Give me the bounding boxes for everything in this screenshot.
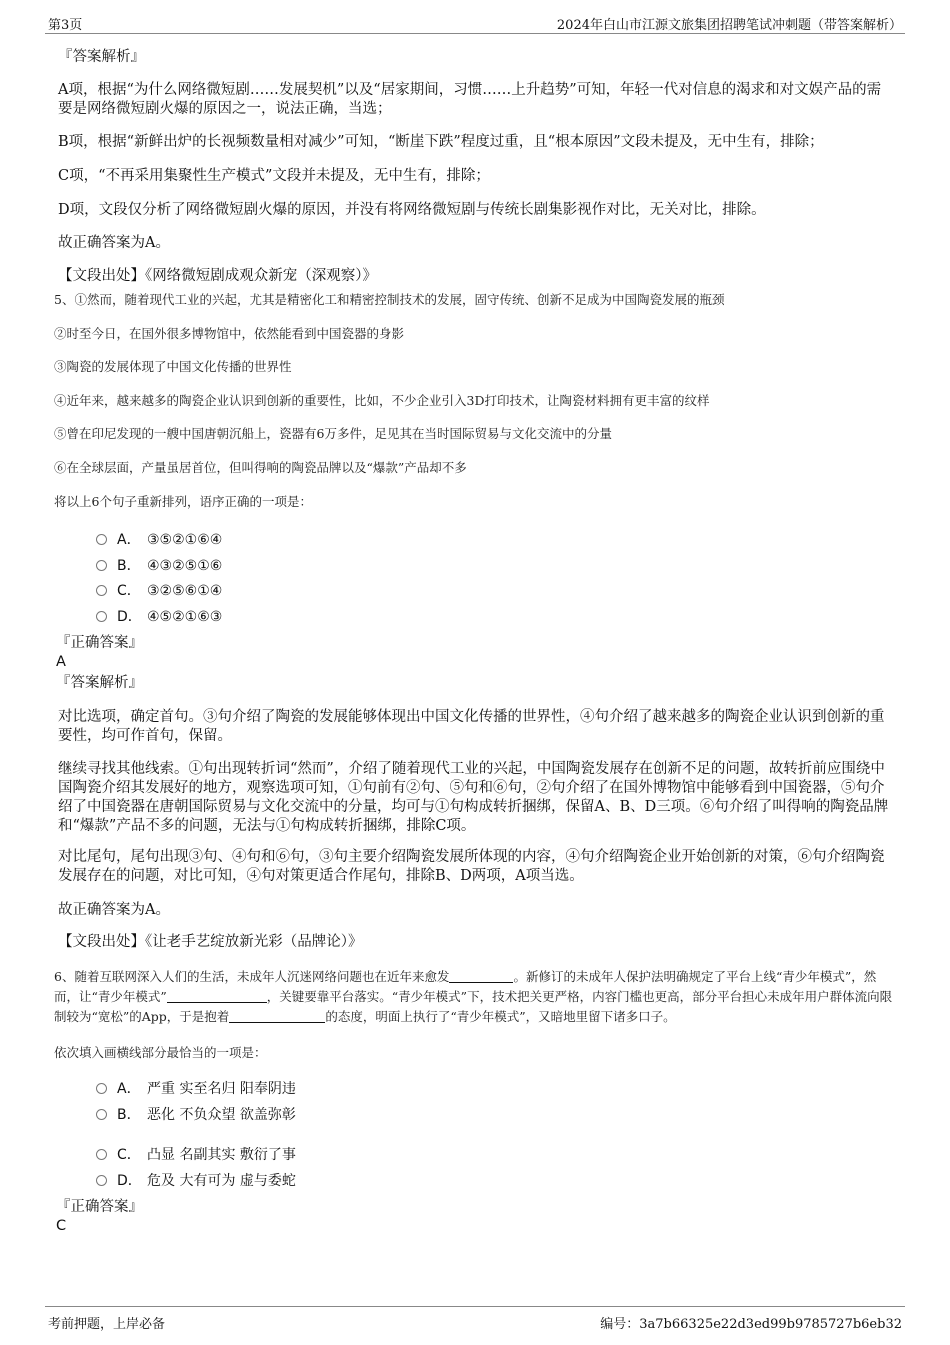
q5-sentence-5: ⑤曾在印尼发现的一艘中国唐朝沉船上，瓷器有6万多件，足见其在当时国际贸易与文化交流中的分量 xyxy=(54,426,612,441)
footer-slogan: 考前押题，上岸必备 xyxy=(48,1317,166,1332)
analysis-option-d: D项，文段仅分析了网络微短剧火爆的原因，并没有将网络微短剧与传统长剧集影视作对比，无关对比，排除。 xyxy=(58,202,766,218)
correct-answer: C xyxy=(56,1218,67,1234)
radio-icon[interactable] xyxy=(96,1149,107,1160)
q5-option-a[interactable]: A． ③⑤②①⑥④ xyxy=(96,529,222,549)
q6-option-c[interactable]: C． 凸显 名副其实 敷衍了事 xyxy=(96,1144,296,1164)
analysis-option-c: C项，“不再采用集聚性生产模式”文段并未提及，无中生有，排除； xyxy=(58,168,490,184)
header-divider xyxy=(45,33,905,34)
radio-icon[interactable] xyxy=(96,1083,107,1094)
q5-option-c[interactable]: C． ③②⑤⑥①④ xyxy=(96,580,222,600)
analysis-label: 『答案解析』 xyxy=(58,49,145,65)
q6-option-a[interactable]: A． 严重 实至名归 阳奉阴违 xyxy=(96,1078,296,1098)
correct-answer-label: 『正确答案』 xyxy=(56,1199,143,1215)
q5-prompt: 将以上6个句子重新排列，语序正确的一项是： xyxy=(54,494,312,509)
q5-sentence-1: 5、①然而，随着现代工业的兴起，尤其是精密化工和精密控制技术的发展，固守传统、创新不足成为中国陶瓷发展的瓶颈 xyxy=(54,292,725,307)
document-title: 2024年白山市江源文旅集团招聘笔试冲刺题（带答案解析） xyxy=(556,18,902,33)
analysis-option-a: A项，根据“为什么网络微短剧……发展契机”以及“居家期间，习惯……上升趋势”可知，年轻一代对信息的渴求和对文娱产品的需要是网络微短剧火爆的原因之一，说法正确，当选； xyxy=(58,82,882,117)
radio-icon[interactable] xyxy=(96,560,107,571)
radio-icon[interactable] xyxy=(96,585,107,596)
q6-prompt: 依次填入画横线部分最恰当的一项是： xyxy=(54,1045,267,1060)
radio-icon[interactable] xyxy=(96,1175,107,1186)
radio-icon[interactable] xyxy=(96,611,107,622)
q5-sentence-2: ②时至今日，在国外很多博物馆中，依然能看到中国瓷器的身影 xyxy=(54,326,405,341)
q5-sentence-3: ③陶瓷的发展体现了中国文化传播的世界性 xyxy=(54,359,292,374)
text-source: 【文段出处】《网络微短剧成观众新宠（深观察）》 xyxy=(58,268,377,284)
analysis-paragraph-2: 继续寻找其他线索。①句出现转折词“然而”，介绍了随着现代工业的兴起，中国陶瓷发展存在创新不足的问题，故转折前应围绕中国陶瓷介绍其发展好的地方，观察选项可知，①句前有②句、⑤句和⑥句，②句介绍了在国外博物馆中能够看到中国瓷器，⑤句介绍了中国瓷器在唐朝国际贸易与文化交流中的分量，均可与①句构成转折捆绑，保留A、B、D三项。⑥句介绍了叫得响的陶瓷品牌和“爆款”产品不多的问题，无法与①句构成转折捆绑，排除C项。 xyxy=(58,761,889,834)
q5-sentence-6: ⑥在全球层面，产量虽居首位，但叫得响的陶瓷品牌以及“爆款”产品却不多 xyxy=(54,460,467,475)
q5-sentence-4: ④近年来，越来越多的陶瓷企业认识到创新的重要性，比如，不少企业引入3D打印技术，让陶瓷材料拥有更丰富的纹样 xyxy=(54,393,710,408)
radio-icon[interactable] xyxy=(96,1109,107,1120)
analysis-conclusion: 故正确答案为A。 xyxy=(58,902,170,918)
q5-option-b[interactable]: B． ④③②⑤①⑥ xyxy=(96,555,222,575)
document-id: 编号：3a7b66325e22d3ed99b9785727b6eb32 xyxy=(600,1317,902,1332)
footer-divider xyxy=(45,1306,905,1307)
analysis-label: 『答案解析』 xyxy=(56,675,143,691)
radio-icon[interactable] xyxy=(96,534,107,545)
fill-blank-1[interactable] xyxy=(449,970,513,983)
correct-answer: A xyxy=(56,654,66,670)
q6-option-b[interactable]: B． 恶化 不负众望 欲盖弥彰 xyxy=(96,1104,296,1124)
analysis-conclusion: 故正确答案为A。 xyxy=(58,235,170,251)
fill-blank-2[interactable] xyxy=(167,990,267,1003)
fill-blank-3[interactable] xyxy=(229,1010,325,1023)
q5-option-d[interactable]: D． ④⑤②①⑥③ xyxy=(96,606,222,626)
analysis-option-b: B项，根据“新鲜出炉的长视频数量相对减少”可知，“断崖下跌”程度过重，且“根本原因”文段未提及，无中生有，排除； xyxy=(58,134,824,150)
text-source: 【文段出处】《让老手艺绽放新光彩（品牌论）》 xyxy=(58,934,363,950)
correct-answer-label: 『正确答案』 xyxy=(56,635,143,651)
analysis-paragraph-1: 对比选项，确定首句。③句介绍了陶瓷的发展能够体现出中国文化传播的世界性，④句介绍了越来越多的陶瓷企业认识到创新的重要性，均可作首句，保留。 xyxy=(58,709,885,744)
q6-stem: 6、随着互联网深入人们的生活，未成年人沉迷网络问题也在近年来愈发 。新修订的未成年人保护法明确规定了平台上线“青少年模式”，然而，让“青少年模式” ，关键要靠平台落实。“青少年模式”下，技术把关更严格，内容门槛也更高，部分平台担心未成年用户群体流向限制较为“宽松”的App，于是抱着 的态度，明面上执行了“青少年模式”，又暗地里留下诸多口子。 xyxy=(54,969,893,1024)
analysis-paragraph-3: 对比尾句，尾句出现③句、④句和⑥句，③句主要介绍陶瓷发展所体现的内容，④句介绍陶瓷企业开始创新的对策，⑥句介绍陶瓷发展存在的问题，对比可知，④句对策更适合作尾句，排除B、D两项，A项当选。 xyxy=(58,849,885,884)
q6-option-d[interactable]: D． 危及 大有可为 虚与委蛇 xyxy=(96,1170,296,1190)
page-number: 第3页 xyxy=(48,18,83,33)
